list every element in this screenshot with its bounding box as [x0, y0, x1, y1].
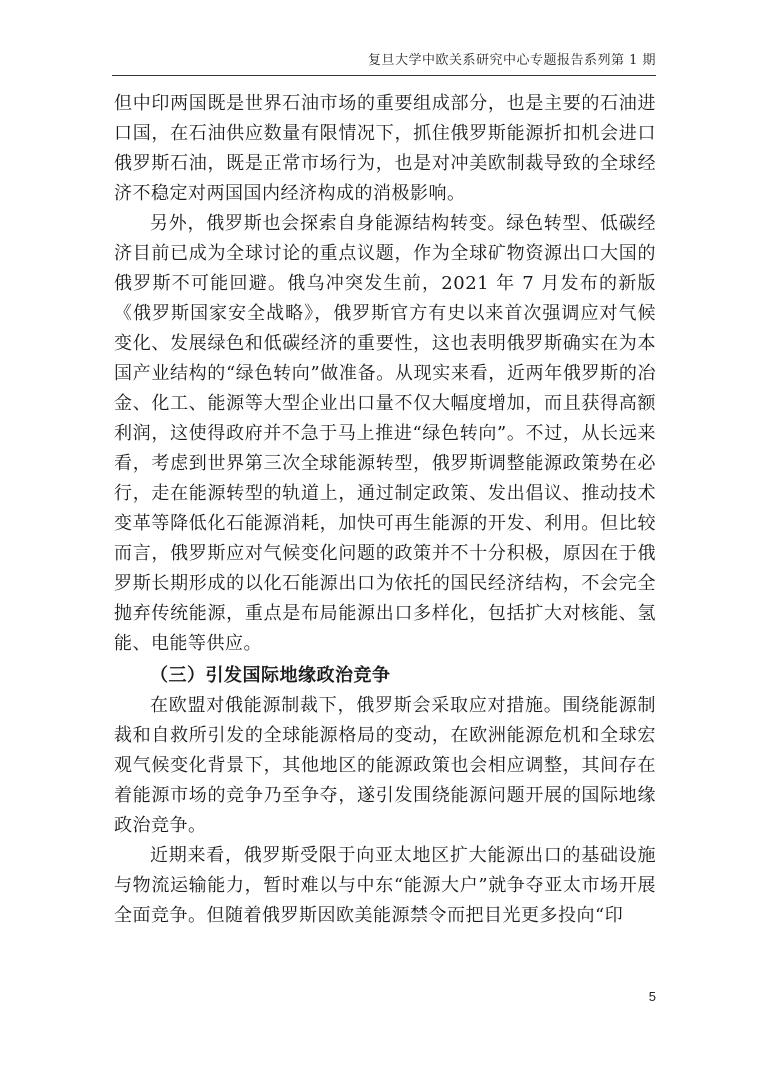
page-number: 5	[648, 989, 656, 1004]
report-series-title: 复旦大学中欧关系研究中心专题报告系列第 1 期	[367, 53, 656, 68]
paragraph-asia-pacific: 近期来看，俄罗斯受限于向亚太地区扩大能源出口的基础设施与物流运输能力，暂时难以与中东“能源大户”就争夺亚太市场开展全面竞争。但随着俄罗斯因欧美能源禁令而把目光更多投向“印	[114, 845, 656, 926]
paragraph-continued: 但中印两国既是世界石油市场的重要组成部分，也是主要的石油进口国，在石油供应数量有限情况下，抓住俄罗斯能源折扣机会进口俄罗斯石油，既是正常市场行为，也是对冲美欧制裁导致的全球经济不稳定对两国国内经济构成的消极影响。	[114, 93, 656, 204]
section-heading: （三）引发国际地缘政治竞争	[150, 665, 391, 686]
paragraph-energy-structure: 另外，俄罗斯也会探索自身能源结构转变。绿色转型、低碳经济目前已成为全球讨论的重点议题，作为全球矿物资源出口大国的俄罗斯不可能回避。俄乌冲突发生前，2021 年 7 月发布的新版《俄罗斯国家安全战略》，俄罗斯官方有史以来首次强调应对气候变化、发展绿色和低碳经济的重要性，这也表明俄罗斯确实在为本国产业结构的“绿色转向”做准备。从现实来看，近两年俄罗斯的冶金、化工、能源等大型企业出口量不仅大幅度增加，而且获得高额利润，这使得政府并不急于马上推进“绿色转向”。不过，从长远来看，考虑到世界第三次全球能源转型，俄罗斯调整能源政策势在必行，走在能源转型的轨道上，通过制定政策、发出倡议、推动技术变革等降低化石能源消耗，加快可再生能源的开发、利用。但比较而言，俄罗斯应对气候变化问题的政策并不十分积极，原因在于俄罗斯长期形成的以化石能源出口为依托的国民经济结构，不会完全抛弃传统能源，重点是布局能源出口多样化，包括扩大对核能、氢能、电能等供应。	[114, 213, 656, 654]
running-header	[112, 47, 656, 76]
article-body	[114, 89, 656, 931]
paragraph-geopolitics: 在欧盟对俄能源制裁下，俄罗斯会采取应对措施。围绕能源制裁和自救所引发的全球能源格局的变动，在欧洲能源危机和全球宏观气候变化背景下，其他地区的能源政策也会相应调整，其间存在着能源市场的竞争乃至争夺，遂引发围绕能源问题开展的国际地缘政治竞争。	[114, 695, 656, 836]
